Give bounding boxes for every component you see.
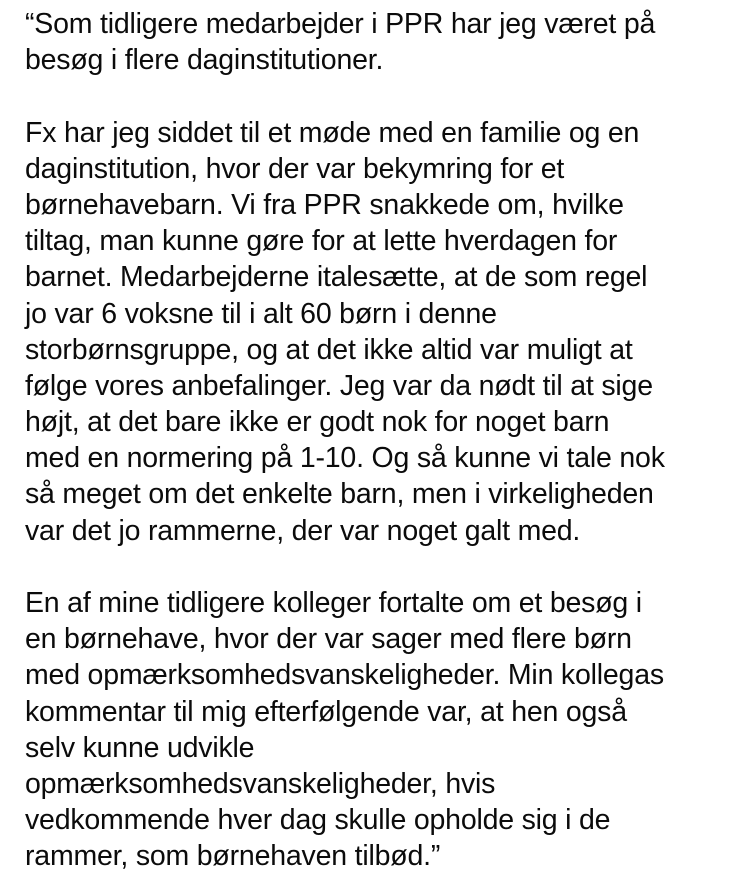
text-line: besøg i flere daginstitutioner. [25,44,384,77]
text-line: storbørnsgruppe, og at det ikke altid var muligt at [25,333,633,366]
text-line: barnet. Medarbejderne italesætte, at de som regel [25,261,648,294]
text-line: følge vores anbefalinger. Jeg var da nødt til at sige [25,369,653,402]
text-line: børnehavebarn. Vi fra PPR snakkede om, hvilke [25,188,624,221]
text-line: en børnehave, hvor der var sager med flere børn [25,623,632,656]
text-line: med opmærksomhedsvanskeligheder. Min kollegas [25,659,664,692]
text-line: med en normering på 1-10. Og så kunne vi tale nok [25,442,665,475]
text-line: rammer, som børnehaven tilbød.” [25,840,441,873]
paragraph-meeting [25,115,745,549]
text-line: tiltag, man kunne gøre for at lette hverdagen for [25,225,618,258]
text-line: daginstitution, hvor der var bekymring for et [25,152,565,185]
quote-document [25,6,745,875]
text-line: kommentar til mig efterfølgende var, at hen også [25,695,627,728]
paragraph-spacer [25,78,745,114]
text-line: jo var 6 voksne til i alt 60 børn i denne [25,297,497,330]
paragraph-spacer [25,549,745,585]
text-line: så meget om det enkelte barn, men i virkeligheden [25,478,654,511]
text-line: højt, at det bare ikke er godt nok for noget barn [25,406,610,439]
paragraph-intro [25,6,745,78]
text-line: vedkommende hver dag skulle opholde sig i de [25,804,611,837]
text-line: var det jo rammerne, der var noget galt med. [25,514,581,547]
text-line: selv kunne udvikle [25,731,255,764]
text-line: “Som tidligere medarbejder i PPR har jeg været på [25,8,656,40]
paragraph-colleague [25,585,745,875]
text-line: Fx har jeg siddet til et møde med en familie og en [25,116,640,149]
text-line: En af mine tidligere kolleger fortalte om et besøg i [25,587,642,619]
text-line: opmærksomhedsvanskeligheder, hvis [25,767,496,800]
